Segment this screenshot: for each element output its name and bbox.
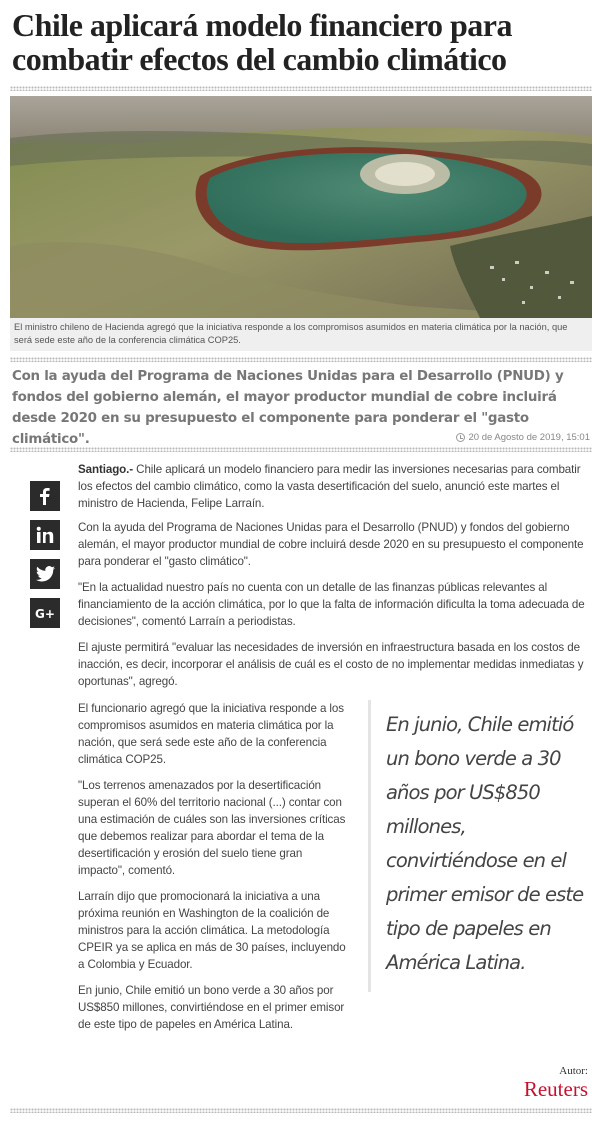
dateline: Santiago.- <box>78 463 134 476</box>
article-paragraph: Larraín dijo que promocionará la iniciativa a una próxima reunión en Washington de la coalición de ministros para la acción climática. La metodología CPEIR ya se aplica en más de 30 países, incluyendo a Colombia y Ecuador. <box>78 890 346 971</box>
title-divider <box>10 86 592 91</box>
share-linkedin-button[interactable] <box>30 520 60 550</box>
pullquote-bar <box>368 700 371 992</box>
footer-divider <box>10 1108 592 1113</box>
article-paragraph: El ajuste permitirá "evaluar las necesidades de inversión en infraestructura basada en los costos de inacción, es decir, incorporar el análisis de cuál es el costo de no implementar medidas inmediatas y oportunas", agregó. <box>78 641 584 688</box>
publish-date <box>456 432 591 443</box>
share-google-plus-button[interactable] <box>30 598 60 628</box>
image-caption: El ministro chileno de Hacienda agregó que la iniciativa responde a los compromisos asumidos en materia climática por la nación, que será sede este año de la conferencia climática COP25. <box>10 318 592 351</box>
article-paragraph: Con la ayuda del Programa de Naciones Unidas para el Desarrollo (PNUD) y fondos del gobierno alemán, el mayor productor mundial de cobre incluirá desde 2020 en su presupuesto el componente para ponderar el "gasto climático". <box>78 521 584 568</box>
pullquote: En junio, Chile emitió un bono verde a 30 años por US$850 millones, convirtiéndose en el primer emisor de este tipo de papeles en América Latina. <box>386 713 584 974</box>
twitter-icon <box>36 566 55 582</box>
google-plus-icon <box>35 606 55 620</box>
caption-divider <box>10 357 592 362</box>
svg-text:G+: G+ <box>35 607 55 620</box>
article-paragraph: Santiago.- Chile aplicará un modelo financiero para medir las inversiones necesarias para combatir los efectos del cambio climático, como la vasta desertificación del suelo, anunció este martes el ministro de Hacienda, Felipe Larraín. <box>78 463 581 510</box>
article-photo <box>10 96 592 318</box>
clock-icon <box>456 433 465 442</box>
share-twitter-button[interactable] <box>30 559 60 589</box>
article-paragraph: "Los terrenos amenazados por la desertificación superan el 60% del territorio nacional (...) contar con una estimación de cuáles son las inversiones críticas que debemos realizar para abordar el tema de la desertificación y erosión del suelo tiene gran impacto", comentó. <box>78 779 346 877</box>
date-divider <box>10 447 592 452</box>
share-facebook-button[interactable] <box>30 481 60 511</box>
linkedin-icon <box>36 526 54 544</box>
facebook-icon <box>37 487 53 505</box>
article-paragraph: "En la actualidad nuestro país no cuenta con un detalle de las finanzas públicas relevantes al financiamiento de la acción climática, por lo que la falta de información dificulta la toma adecuada de decisiones", comentó Larraín a periodistas. <box>78 581 585 628</box>
author-label: Autor: <box>559 1065 588 1077</box>
article-paragraph: El funcionario agregó que la iniciativa responde a los compromisos asumidos en materia climática por la nación, que será sede este año de la conferencia climática COP25. <box>78 702 344 766</box>
author-name[interactable]: Reuters <box>523 1077 588 1101</box>
article-paragraph: En junio, Chile emitió un bono verde a 30 años por US$850 millones, convirtiéndose en el primer emisor de este tipo de papeles en América Latina. <box>78 984 345 1031</box>
article-lead: Con la ayuda del Programa de Naciones Unidas para el Desarrollo (PNUD) y fondos del gobierno alemán, el mayor productor mundial de cobre incluirá desde 2020 en su presupuesto el componente para ponderar el "gasto climático". <box>12 369 564 447</box>
publish-date-text: 20 de Agosto de 2019, 15:01 <box>468 432 590 443</box>
article-title: Chile aplicará modelo financiero para combatir efectos del cambio climático <box>12 7 512 77</box>
